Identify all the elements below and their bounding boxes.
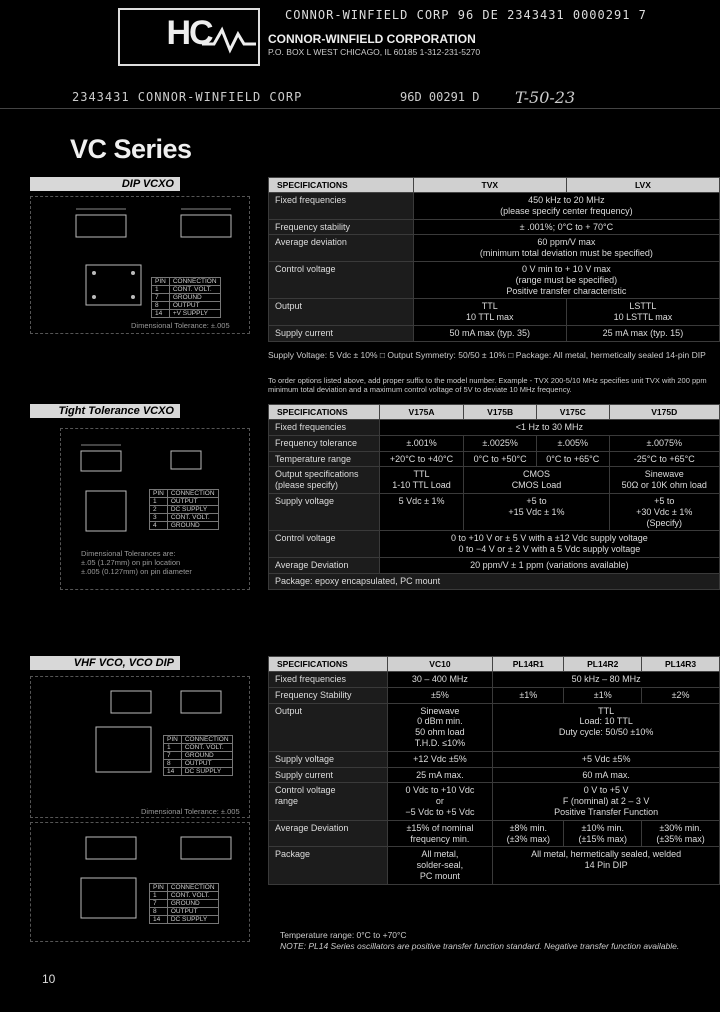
table-cell: ±15% of nominal frequency min. (387, 820, 493, 847)
column-header: PL14R3 (642, 657, 720, 672)
row-label: Supply voltage (269, 493, 380, 530)
pin-number: 7 (152, 294, 170, 302)
table-cell: TTL 10 TTL max (413, 299, 566, 326)
row-label: Control voltage range (269, 783, 388, 820)
pin-number: 14 (152, 310, 170, 318)
vhf-vco-diagram (30, 676, 250, 818)
row-label: Package (269, 847, 388, 884)
row-label: Package: epoxy encapsulated, PC mount (269, 573, 720, 589)
vco-dip-pin-table (149, 883, 219, 924)
table-cell: Sinewave 0 dBm min. 50 ohm load T.H.D. ≤10% (387, 703, 493, 751)
table-row (269, 557, 720, 573)
pin-number: 4 (150, 522, 168, 530)
filing-line-2: 2343431 CONNOR-WINFIELD CORP (72, 90, 303, 104)
column-header: SPECIFICATIONS (269, 405, 380, 420)
pin-number: 8 (150, 908, 168, 916)
pin-row (164, 752, 233, 760)
table-cell: ±.001% (379, 435, 464, 451)
dip-vcxo-tolerance: Dimensional Tolerance: ±.005 (131, 321, 230, 330)
vhf-vco-pin-table-1 (163, 735, 233, 776)
table-cell: <1 Hz to 30 MHz (379, 420, 719, 436)
column-header: PL14R2 (564, 657, 642, 672)
pin-connection: GROUND (167, 522, 218, 530)
handwritten-mark: T-50-23 (515, 88, 576, 107)
row-label: Supply current (269, 325, 414, 341)
pin-number: 1 (150, 498, 168, 506)
table-cell: 0°C to +50°C (464, 451, 537, 467)
pin-number: PIN (150, 490, 168, 498)
pin-connection: CONNECTION (181, 736, 232, 744)
table-row (269, 783, 720, 820)
pin-number: PIN (164, 736, 182, 744)
row-label: Fixed frequencies (269, 420, 380, 436)
pin-number: 1 (150, 892, 168, 900)
table-row (269, 531, 720, 558)
pin-connection: +V SUPPLY (169, 310, 220, 318)
table-cell: ±8% min. (±3% max) (493, 820, 564, 847)
table-cell: 25 mA max. (387, 767, 493, 783)
table-cell: LSTTL 10 LSTTL max (566, 299, 719, 326)
row-label: Frequency Stability (269, 687, 388, 703)
table-row (269, 235, 720, 262)
column-header: V175B (464, 405, 537, 420)
pin-row (164, 736, 233, 744)
table-cell: 0 to +10 V or ± 5 V with a ±12 Vdc supply voltage 0 to −4 V or ± 2 V with a 5 Vdc supply voltage (379, 531, 719, 558)
pin-row (150, 506, 219, 514)
section-label-tight-tolerance: Tight Tolerance VCXO (30, 404, 180, 418)
table-cell: +12 Vdc ±5% (387, 751, 493, 767)
vhf-vco-tolerance-1: Dimensional Tolerance: ±.005 (141, 807, 240, 816)
table-row (269, 451, 720, 467)
section-label-vhf-vco: VHF VCO, VCO DIP (30, 656, 180, 670)
table-cell: ±10% min. (±15% max) (564, 820, 642, 847)
pin-connection: OUTPUT (167, 908, 218, 916)
dip-vcxo-spec-table (268, 177, 720, 342)
table-cell: CMOS CMOS Load (464, 467, 609, 494)
table-row (269, 261, 720, 298)
pin-number: 2 (150, 506, 168, 514)
page-title: VC Series (70, 134, 192, 164)
table-cell: TTL 1-10 TTL Load (379, 467, 464, 494)
table-cell: All metal, hermetically sealed, welded 14 Pin DIP (493, 847, 720, 884)
table-header-row (269, 178, 720, 193)
pin-connection: DC SUPPLY (167, 506, 218, 514)
table-cell: +5 Vdc ±5% (493, 751, 720, 767)
table-cell: 50 mA max (typ. 35) (413, 325, 566, 341)
table-row (269, 847, 720, 884)
table-row (269, 435, 720, 451)
table-cell: TTL Load: 10 TTL Duty cycle: 50/50 ±10% (493, 703, 720, 751)
header-divider (0, 108, 720, 109)
section-label-dip-vcxo: DIP VCXO (30, 177, 180, 191)
table-row (269, 751, 720, 767)
tight-tolerance-spec-table (268, 404, 720, 590)
pin-row (150, 900, 219, 908)
table-row (269, 299, 720, 326)
pin-row (150, 490, 219, 498)
vco-dip-diagram (30, 822, 250, 942)
pin-connection: OUTPUT (167, 498, 218, 506)
row-label: Control voltage (269, 531, 380, 558)
page-number: 10 (42, 972, 56, 986)
table-row (269, 467, 720, 494)
pin-number: 3 (150, 514, 168, 522)
pin-connection: GROUND (167, 900, 218, 908)
pin-connection: CONT. VOLT. (181, 744, 232, 752)
tight-tolerance-diagram (60, 428, 250, 590)
tight-tolerance-notes: Dimensional Tolerances are: ±.05 (1.27mm) on pin location ±.005 (0.127mm) on pin diameter (81, 549, 192, 576)
dip-vcxo-diagram (30, 196, 250, 334)
pin-row (150, 892, 219, 900)
vhf-vco-temp-note: Temperature range: 0°C to +70°C (280, 930, 407, 940)
pin-number: PIN (152, 278, 170, 286)
tight-tolerance-pin-table (149, 489, 219, 530)
table-cell: Sinewave 50Ω or 10K ohm load (609, 467, 719, 494)
table-row (269, 193, 720, 220)
row-label: Control voltage (269, 261, 414, 298)
vhf-vco-note: NOTE: PL14 Series oscillators are positive transfer function standard. Negative transfer function available. (280, 941, 680, 951)
pin-connection: OUTPUT (181, 760, 232, 768)
pin-row (164, 744, 233, 752)
column-header: SPECIFICATIONS (269, 178, 414, 193)
table-row (269, 420, 720, 436)
row-label: Fixed frequencies (269, 193, 414, 220)
row-label: Frequency stability (269, 219, 414, 235)
table-cell: 30 – 400 MHz (387, 672, 493, 688)
row-label: Average Deviation (269, 820, 388, 847)
pin-row (150, 916, 219, 924)
pin-number: 1 (152, 286, 170, 294)
table-row (269, 493, 720, 530)
table-cell: 5 Vdc ± 1% (379, 493, 464, 530)
pin-row (164, 760, 233, 768)
table-row (269, 573, 720, 589)
table-cell: 0°C to +65°C (536, 451, 609, 467)
table-cell: ± .001%; 0°C to + 70°C (413, 219, 719, 235)
column-header: LVX (566, 178, 719, 193)
table-cell: 0 V to +5 V F (nominal) at 2 – 3 V Positive Transfer Function (493, 783, 720, 820)
row-label: Temperature range (269, 451, 380, 467)
table-cell: ±.005% (536, 435, 609, 451)
dip-vcxo-pin-table (151, 277, 221, 318)
table-cell: ±2% (642, 687, 720, 703)
pin-row (150, 884, 219, 892)
pin-connection: CONT. VOLT. (169, 286, 220, 294)
row-label: Average deviation (269, 235, 414, 262)
company-address: P.O. BOX L WEST CHICAGO, IL 60185 1-312-231-5270 (268, 47, 481, 57)
logo-wave-icon (202, 24, 256, 54)
company-name: CONNOR-WINFIELD CORPORATION (268, 32, 476, 46)
dip-vcxo-note-options: Supply Voltage: 5 Vdc ± 10% □ Output Symmetry: 50/50 ± 10% □ Package: All metal, hermetically sealed 14-pin DIP (268, 350, 706, 360)
table-header-row (269, 405, 720, 420)
row-label: Frequency tolerance (269, 435, 380, 451)
pin-number: 7 (164, 752, 182, 760)
vhf-vco-spec-table (268, 656, 720, 885)
row-label: Output (269, 299, 414, 326)
table-cell: ±.0075% (609, 435, 719, 451)
table-row (269, 219, 720, 235)
column-header: TVX (413, 178, 566, 193)
pin-row (152, 302, 221, 310)
table-cell: 450 kHz to 20 MHz (please specify center frequency) (413, 193, 719, 220)
column-header: V175D (609, 405, 719, 420)
pin-number: 8 (164, 760, 182, 768)
table-row (269, 767, 720, 783)
table-cell: All metal, solder-seal, PC mount (387, 847, 493, 884)
pin-connection: OUTPUT (169, 302, 220, 310)
pin-connection: GROUND (181, 752, 232, 760)
table-header-row (269, 657, 720, 672)
pin-number: 7 (150, 900, 168, 908)
pin-row (164, 768, 233, 776)
table-cell: ±30% min. (±35% max) (642, 820, 720, 847)
pin-number: PIN (150, 884, 168, 892)
column-header: V175C (536, 405, 609, 420)
row-label: Output specifications (please specify) (269, 467, 380, 494)
pin-row (152, 310, 221, 318)
table-cell: +5 to +30 Vdc ± 1% (Specify) (609, 493, 719, 530)
logo-text: HC (166, 14, 212, 52)
table-cell: 50 kHz – 80 MHz (493, 672, 720, 688)
table-cell: 25 mA max (typ. 15) (566, 325, 719, 341)
table-row (269, 820, 720, 847)
dip-vcxo-note-ordering: To order options listed above, add proper suffix to the model number. Example - TVX 200-5/10 MHz specifies unit TVX with 200 ppm minimum total deviation and a maximum control voltage of 5V to deviate 10 MHz frequency. (268, 376, 707, 395)
table-cell: -25°C to +65°C (609, 451, 719, 467)
pin-connection: CONNECTION (167, 884, 218, 892)
pin-number: 1 (164, 744, 182, 752)
column-header: VC10 (387, 657, 493, 672)
pin-connection: CONNECTION (169, 278, 220, 286)
table-cell: 20 ppm/V ± 1 ppm (variations available) (379, 557, 719, 573)
table-row (269, 687, 720, 703)
pin-number: 14 (150, 916, 168, 924)
pin-connection: CONNECTION (167, 490, 218, 498)
table-row (269, 672, 720, 688)
pin-connection: DC SUPPLY (181, 768, 232, 776)
column-header: V175A (379, 405, 464, 420)
doc-code: 96D 00291 D (400, 90, 480, 104)
table-row (269, 325, 720, 341)
table-cell: 60 ppm/V max (minimum total deviation must be specified) (413, 235, 719, 262)
pin-row (150, 522, 219, 530)
table-cell: +5 to +15 Vdc ± 1% (464, 493, 609, 530)
pin-row (152, 294, 221, 302)
row-label: Output (269, 703, 388, 751)
column-header: PL14R1 (493, 657, 564, 672)
pin-row (152, 278, 221, 286)
pin-connection: DC SUPPLY (167, 916, 218, 924)
table-cell: ±5% (387, 687, 493, 703)
filing-line-1: CONNOR-WINFIELD CORP 96 DE 2343431 0000291 7 (285, 8, 647, 22)
pin-connection: CONT. VOLT. (167, 892, 218, 900)
pin-row (150, 498, 219, 506)
table-cell: 0 V min to + 10 V max (range must be specified) Positive transfer characteristic (413, 261, 719, 298)
company-logo (118, 8, 260, 66)
table-cell: 0 Vdc to +10 Vdc or −5 Vdc to +5 Vdc (387, 783, 493, 820)
row-label: Supply current (269, 767, 388, 783)
pin-row (150, 908, 219, 916)
table-cell: +20°C to +40°C (379, 451, 464, 467)
pin-row (150, 514, 219, 522)
row-label: Fixed frequencies (269, 672, 388, 688)
table-cell: ±1% (564, 687, 642, 703)
table-cell: ±1% (493, 687, 564, 703)
table-row (269, 703, 720, 751)
table-cell: 60 mA max. (493, 767, 720, 783)
column-header: SPECIFICATIONS (269, 657, 388, 672)
pin-connection: GROUND (169, 294, 220, 302)
pin-number: 8 (152, 302, 170, 310)
pin-connection: CONT. VOLT. (167, 514, 218, 522)
pin-row (152, 286, 221, 294)
pin-number: 14 (164, 768, 182, 776)
row-label: Supply voltage (269, 751, 388, 767)
table-cell: ±.0025% (464, 435, 537, 451)
row-label: Average Deviation (269, 557, 380, 573)
